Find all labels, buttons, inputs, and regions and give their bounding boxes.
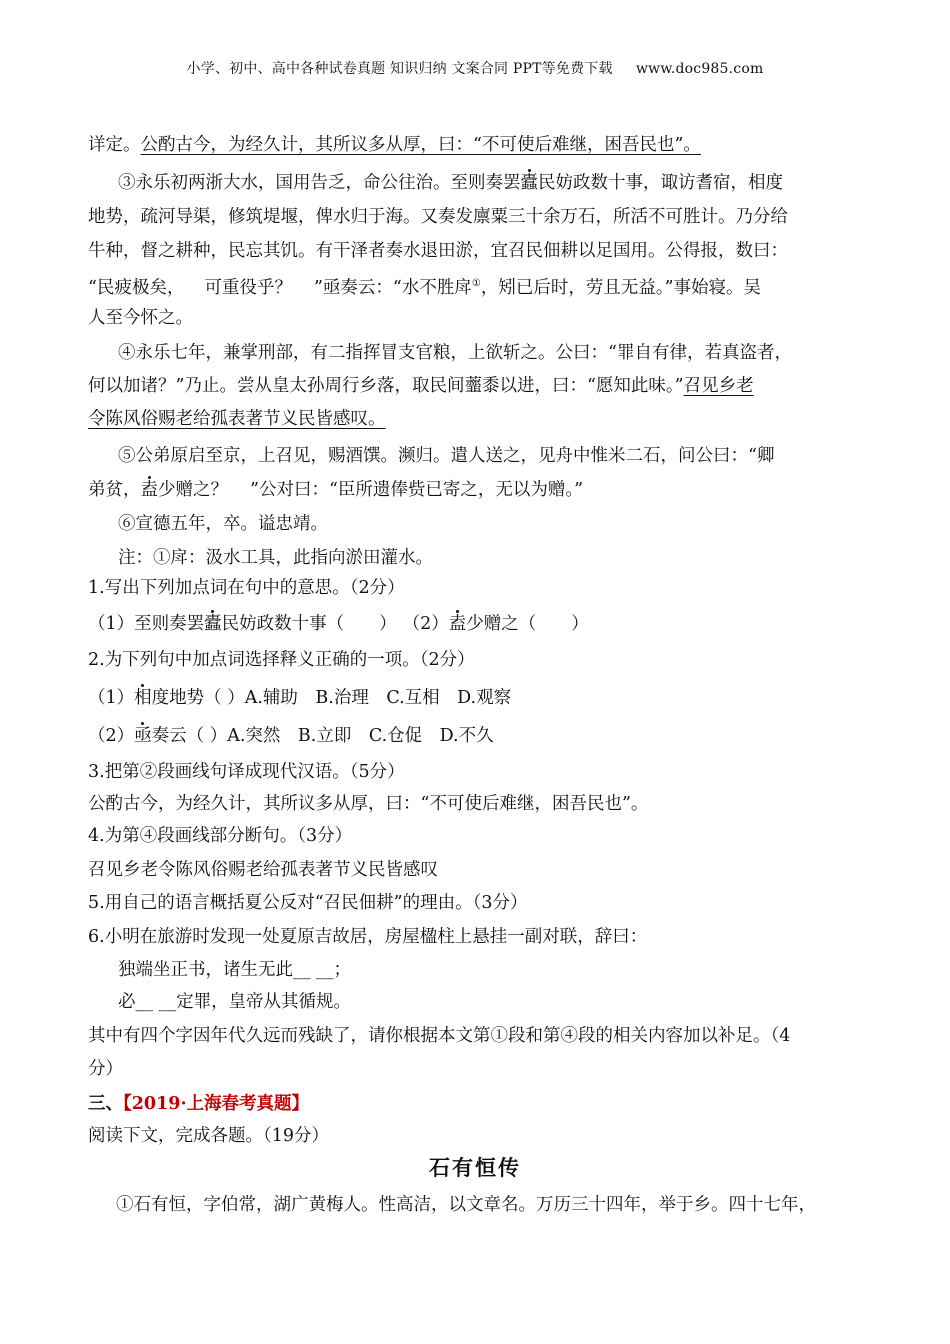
section-3-para1: ①石有恒，字伯常，湖广黄梅人。性高洁，以文章名。万历三十四年，举于乡。四十七年，: [116, 1195, 816, 1215]
text: 少赠之（ ）: [466, 614, 589, 634]
question-6-tail: 其中有四个字因年代久远而残缺了，请你根据本文第①段和第④段的相关内容加以补足。（4: [88, 1026, 791, 1046]
dotted-word: 盍: [448, 614, 467, 634]
footnote: 注：①戽：汲水工具，此指向淤田灌水。: [118, 548, 433, 568]
text: “民疲极矣，: [88, 277, 185, 298]
header-site: www.doc985.com: [635, 61, 764, 77]
text: 度地势（ ）A.辅助 B.治理 C.互相 D.观察: [151, 688, 512, 708]
para3-line5: 人至今怀之。: [88, 308, 193, 328]
question-6-tail-2: 分）: [88, 1059, 123, 1079]
para5-line2: [88, 478, 583, 502]
text: ”公对曰：“臣所遗俸赀已寄之，无以为赠。”: [250, 480, 584, 500]
para2-tail: [88, 133, 701, 157]
text: （1）至则奏罢: [88, 614, 205, 634]
text: 少赠之？: [158, 480, 228, 500]
text: 弟贫，: [88, 480, 141, 500]
underlined-text: 召见乡老: [683, 376, 754, 396]
question-5: 5.用自己的语言概括夏公反对“召民佃耕”的理由。（3分）: [88, 893, 528, 913]
text: 何以加诸？”乃止。尝从皇太孙周行乡落，取民间虀黍以进，曰：“愿知此味。”: [88, 376, 684, 396]
question-4: 4.为第④段画线部分断句。（3分）: [88, 826, 353, 846]
couplet-line-2: 必__ __定罪，皇帝从其循规。: [118, 992, 352, 1012]
couplet-line-1: 独端坐正书，诸生无此__ __；: [118, 960, 352, 980]
exam-source-tag: 【2019·上海春考真题】: [123, 1094, 310, 1114]
para3-line1: [118, 171, 783, 195]
para4-line2: [88, 374, 754, 398]
dotted-word: 相: [134, 688, 152, 708]
footnote-mark: ①: [471, 278, 481, 289]
text: 奏云（ ）A.突然 B.立即 C.仓促 D.不久: [151, 726, 494, 746]
page-header: [0, 58, 950, 78]
text: ”亟奏云：“水不胜戽: [313, 277, 472, 298]
text: 民妨政数十事，诹访耆宿，相度: [538, 173, 783, 193]
para6: ⑥宣德五年，卒。谥忠靖。: [118, 514, 328, 534]
question-2-item-1: [88, 686, 511, 710]
dotted-word: 亟: [134, 726, 152, 746]
para2-prefix: 详定。: [88, 135, 141, 155]
question-4-text: 召见乡老令陈风俗赐老给孤表著节义民皆感叹: [88, 860, 438, 880]
para3-line4: [88, 272, 761, 300]
section-3-heading: [88, 1092, 309, 1116]
question-6: 6.小明在旅游时发现一处夏原吉故居，房屋楹柱上悬挂一副对联，辞曰：: [88, 927, 648, 947]
para3-line2: 地势，疏河导渠，修筑堤堰，俾水归于海。又奏发廪粟三十余万石，所活不可胜计。乃分给: [88, 207, 788, 227]
article-title: 石有恒传: [429, 1155, 521, 1180]
text: 可重役乎？: [204, 277, 292, 298]
para5-line1: ⑤公弟原启至京，上召见，赐酒馔。濒归。遣人送之，见舟中惟米二石，问公曰：“卿: [118, 446, 775, 466]
text: （2）: [402, 614, 449, 634]
text: 民妨政数十事（ ）: [221, 614, 397, 634]
text: 三、: [88, 1094, 123, 1114]
text: （1）: [88, 688, 135, 708]
text: （2）: [88, 726, 135, 746]
question-3-text: 公酌古今，为经久计，其所议多从厚，曰：“不可使后难继，困吾民也”。: [88, 794, 649, 814]
question-2-item-2: [88, 724, 494, 748]
para3-line3: 牛种，督之耕种，民忘其饥。有干泽者奏水退田淤，宜召民佃耕以足国用。公得报，数曰：: [88, 241, 788, 261]
question-1: 1.写出下列加点词在句中的意思。（2分）: [88, 578, 405, 598]
text: ，矧已后时，劳且无益。”事始寝。吴: [480, 277, 762, 298]
para4-line3: 令陈风俗赐老给孤表著节义民皆感叹。: [88, 409, 386, 429]
text: ③永乐初两浙大水，国用告乏，命公往治。至则奏罢: [118, 173, 521, 193]
section-3-intro: 阅读下文，完成各题。（19分）: [88, 1126, 330, 1146]
para2-underlined-sentence: 公酌古今，为经久计，其所议多从厚，曰：“不可使后难继，困吾民也”。: [140, 135, 701, 155]
question-2: 2.为下列句中加点词选择释义正确的一项。（2分）: [88, 650, 475, 670]
para4-line1: ④永乐七年，兼掌刑部，有二指挥冒支官粮，上欲斩之。公曰：“罪自有律，若真盗者，: [118, 343, 792, 363]
question-1-items: [88, 612, 589, 636]
header-text: 小学、初中、高中各种试卷真题 知识归纳 文案合同 PPT等免费下载: [186, 61, 613, 77]
dotted-word: 蠹: [520, 173, 538, 193]
dotted-word: 盍: [140, 480, 158, 500]
question-3: 3.把第②段画线句译成现代汉语。（5分）: [88, 762, 405, 782]
dotted-word: 蠹: [204, 614, 222, 634]
